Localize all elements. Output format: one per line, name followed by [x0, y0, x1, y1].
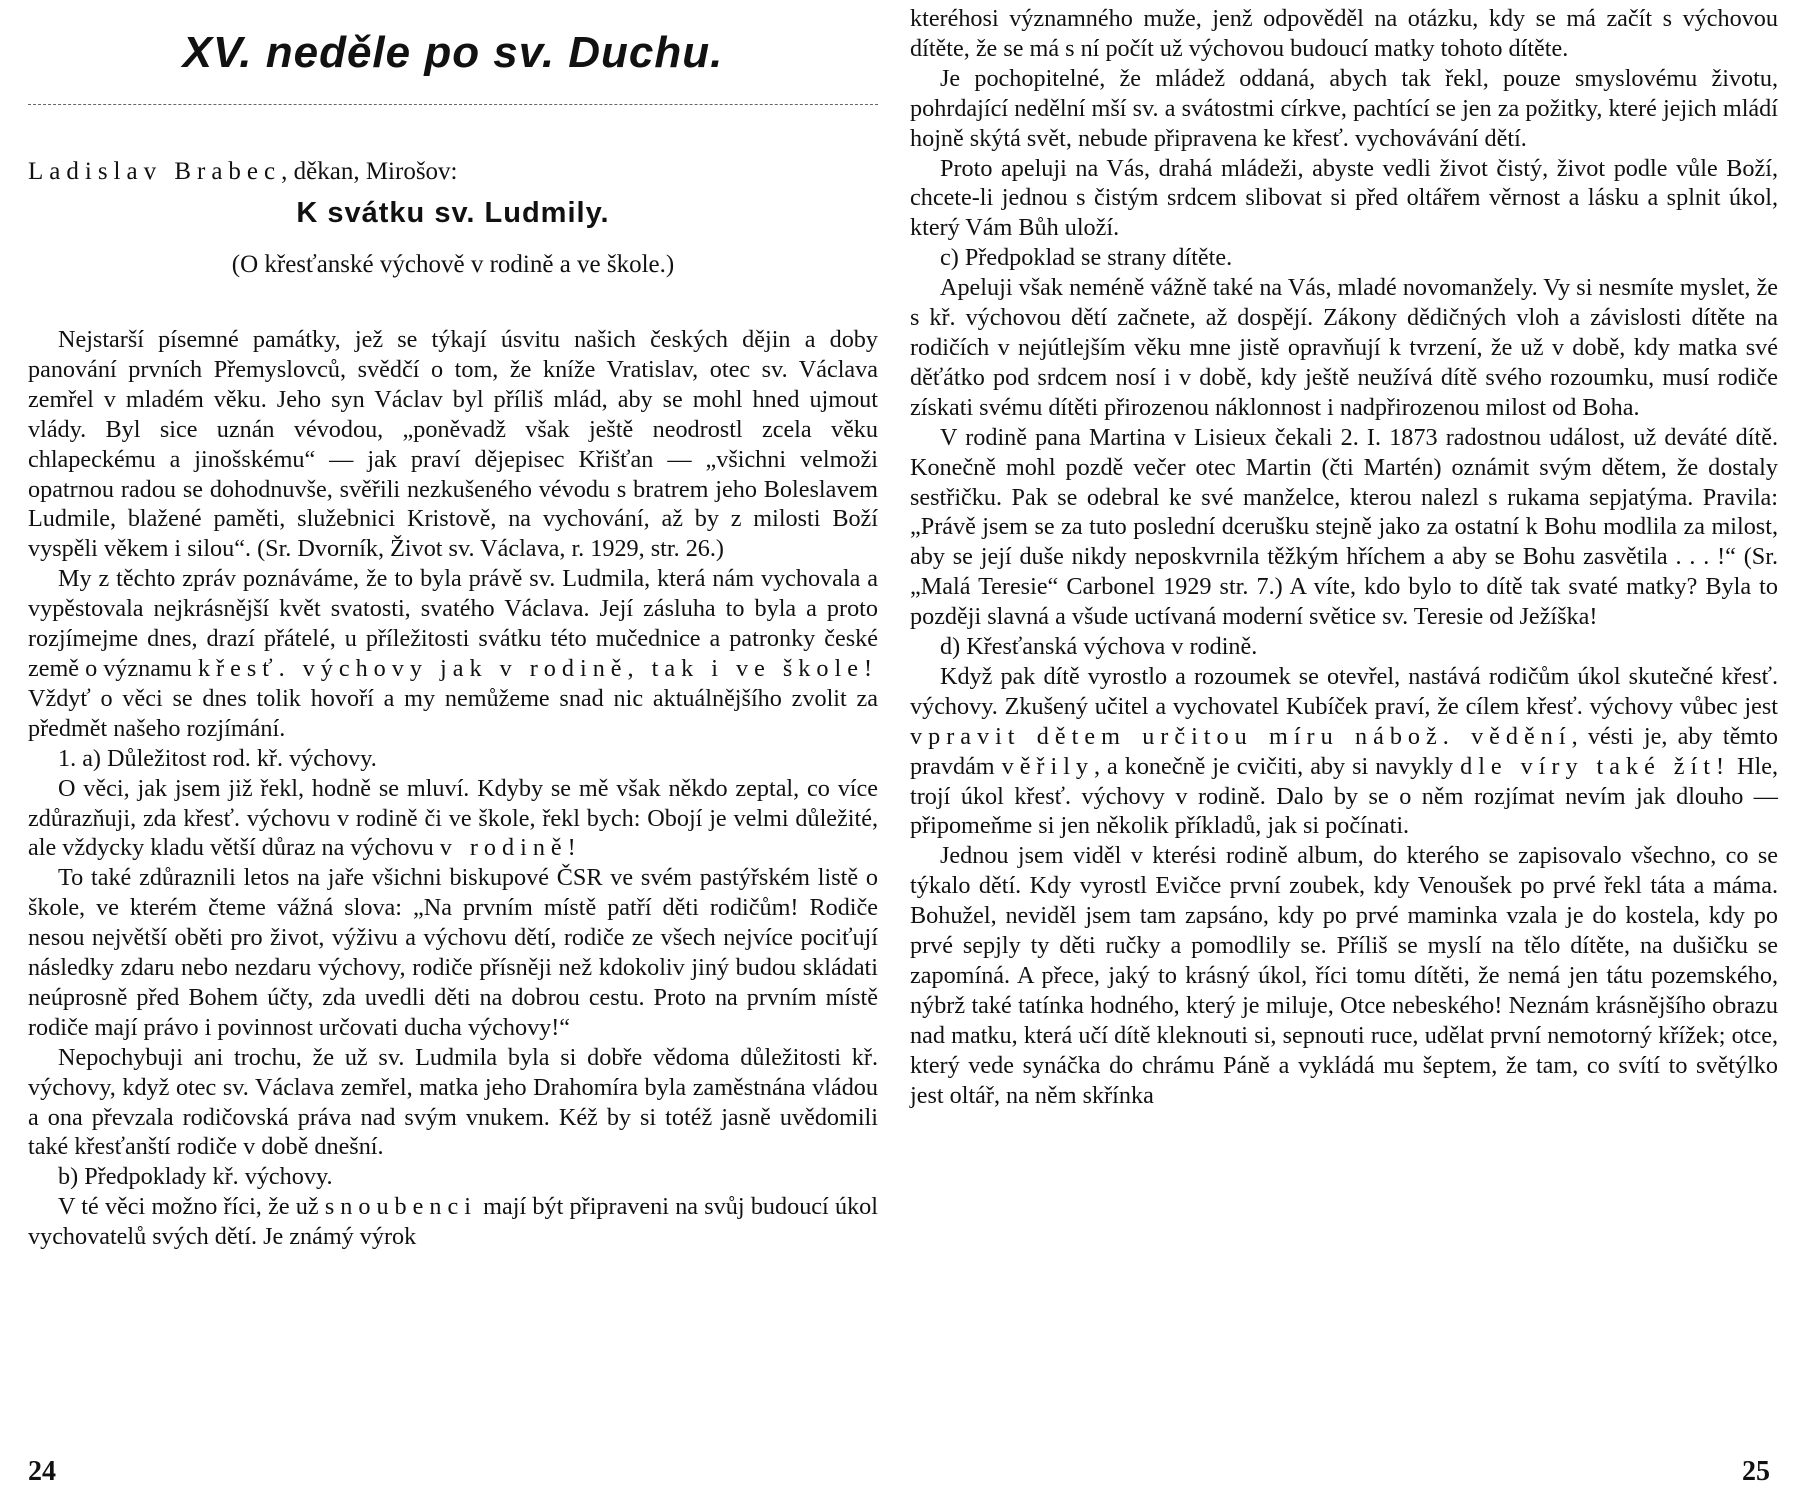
paragraph: Když pak dítě vyrostlo a rozoumek se otevřel, nastává rodičům úkol skutečné křesť. výchovy. Zkušený učitel a vychovatel Kubíček praví, že cílem křesť. výchovy vůbec jest vpravit dětem určitou míru nábož. vědění, vésti je, aby těmto pravdám věřily, a konečně je cvičiti, aby si navykly dle víry také žít! Hle, trojí úkol křesť. výchovy v rodině. Dalo by se o něm rozjímat nevím jak dlouho — připomeňme si jen několik příkladů, jak si počínati. — [910, 662, 1778, 840]
author-name: Ladislav Brabec — [28, 158, 282, 185]
section-heading: d) Křesťanská výchova v rodině. — [940, 633, 1258, 661]
paragraph: Nejstarší písemné památky, jež se týkají úsvitu našich českých dějin a doby panování prvních Přemyslovců, svědčí o tom, že kníže Vratislav, otec sv. Václava zemřel v mladém věku. Jeho syn Václav byl příliš mlád, aby se mohl hned ujmout vlády. Byl sice uznán vévodou, „poněvadž však ještě neodrostl zcela věku chlapeckému a jinošskému“ — jak praví dějepisec Křišťan — „všichni velmoži opatrnou radou se dohodnuvše, svěřili nezkušeného vévodu s bratrem jeho Boleslavem Ludmile, blažené paměti, služebnici Kristově, na vychování, až by z milosti Boží vyspěli věkem i silou“. (Sr. Dvorník, Život sv. Václava, r. 1929, str. 26.) — [28, 326, 878, 563]
left-column — [28, 0, 878, 1252]
paragraph: My z těchto zpráv poznáváme, že to byla právě sv. Ludmila, která nám vychovala a vypěstovala nejkrásnější květ svatosti, svatého Václava. Její zásluha to byla a proto rozjímejme dnes, drazí přátelé, u příležitosti svátku této mučednice a patronky české země o významu křesť. výchovy jak v rodině, tak i ve škole! Vždyť o věci se dnes tolik hovoří a my nemůžeme snad nic aktuálnějšího zvolit za předmět našeho rozjímání. — [28, 565, 879, 742]
paragraph: Jednou jsem viděl v kterési rodině album, do kterého se zapisovalo všechno, co se týkalo dětí. Kdy vyrostl Evičce první zoubek, kdy Venoušek po prvé řekl táta a máma. Bohužel, neviděl jsem tam zapsáno, kdy po prvé maminka vzala je do kostela, kdy po prvé sepjly ty děti ručky a pomodlily se. Příliš se myslí na tělo dítěte, na dušičku se zapomíná. A přece, jaký to krásný úkol, říci tomu dítěti, že nemá jen tátu pozemského, nýbrž také tatínka hodného, který je miluje, Otce nebeského! Neznám krásnějšího obrazu nad matku, která učí dítě kleknouti si, sepnouti ruce, udělat první nemotorný křížek; otce, který vede synáčka do chrámu Páně a vykládá mu šeptem, že tam, co svítí to světýlko jest oltář, na něm skřínka — [910, 842, 1778, 1109]
paragraph: Je pochopitelné, že mládež oddaná, abych tak řekl, pouze smyslovému životu, pohrdající nedělní mší sv. a svátostmi církve, pachtící se jen za požitky, které jejich mládí hojně skýtá svět, nebude připravena ke křesť. vychovávání dětí. — [910, 64, 1778, 152]
page-number-right: 25 — [1742, 1456, 1770, 1487]
section-heading: 1. a) Důležitost rod. kř. výchovy. — [58, 744, 377, 772]
paragraph: kteréhosi významného muže, jenž odpověděl na otázku, kdy se má začít s výchovou dítěte, že se má s ní počít už výchovou budoucí matky tohoto dítěte. — [910, 5, 1778, 62]
article-title: K svátku sv. Ludmily. — [296, 197, 610, 229]
article-subtitle: (O křesťanské výchově v rodině a ve škole.) — [231, 251, 675, 278]
right-body-text — [910, 4, 1778, 1111]
section-heading: c) Předpoklad se strany dítěte. — [940, 244, 1233, 272]
paragraph: Apeluji však neméně vážně také na Vás, mladé novomanžely. Vy si nesmíte myslet, že s kř. výchovou dětí začnete, až dospějí. Zákony dědičných vloh a závislosti dítěte na rodičích v nejútlejším věku mne jistě opravňují k tvrzení, že už v době, kdy matka své děťátko pod srdcem nosí i v době, kdy ještě neužívá dítě svého rozoumku, musí rodiče získati svému dítěti přirozenou náklonnost i nadpřirozenou milost od Boha. — [910, 274, 1778, 421]
paragraph: O věci, jak jsem již řekl, hodně se mluví. Kdyby se mě však někdo zeptal, co více zdůrazňuji, zda křesť. výchovu v rodině či ve škole, řekl bych: Obojí je velmi důležité, ale vždycky kladu větší důraz na výchovu v rodině! — [28, 774, 878, 862]
section-heading: b) Předpoklady kř. výchovy. — [58, 1163, 333, 1191]
author-line — [28, 157, 878, 187]
paragraph: V té věci možno říci, že už snoubenci mají být připraveni na svůj budoucí úkol vychovatelů svých dětí. Je známý výrok — [28, 1193, 878, 1251]
heading-divider — [28, 104, 878, 105]
left-body-text — [28, 325, 878, 1252]
paragraph: Nepochybuji ani trochu, že už sv. Ludmila byla si dobře vědoma důležitosti kř. výchovy, když otec sv. Václava zemřel, matka jeho Drahomíra byla zaměstnána vládou a ona převzala rodičovská práva nad svým vnukem. Kéž by si totéž jasně uvědomili také křesťanští rodiče v době dnešní. — [28, 1043, 878, 1161]
sunday-heading: XV. neděle po sv. Duchu. — [182, 28, 724, 77]
right-column — [910, 0, 1778, 1111]
paragraph: V rodině pana Martina v Lisieux čekali 2. I. 1873 radostnou událost, už deváté dítě. Konečně mohl pozdě večer otec Martin (čti Martén) oznámit svým dětem, že dostaly sestřičku. Pak se odebral ke své manželce, kterou nalezl s rukama sepjatýma. Pravila: „Právě jsem se za tuto poslední dcerušku stejně jako za ostatní k Bohu modlila za milost, aby se její duše nikdy neposkvrnila těžkým hříchem a aby se Bohu zasvětila . . . !“ (Sr. „Malá Teresie“ Carbonel 1929 str. 7.) A víte, kdo bylo to dítě tak svaté matky? Byla to později slavná a všude uctívaná moderní světice sv. Teresie od Ježíška! — [910, 423, 1778, 631]
page-number-left: 24 — [28, 1456, 56, 1487]
author-role: , děkan, Mirošov: — [281, 158, 458, 185]
paragraph: To také zdůraznili letos na jaře všichni biskupové ČSR ve svém pastýřském listě o škole, ve kterém čteme vážná slova: „Na prvním místě patří děti rodičům! Rodiče nesou největší oběti pro život, výživu a výchovu dětí, rodiče ze všech nejvíce pociťují následky zdaru nebo nezdaru výchovy, rodiče přísněji než kdokoliv jiný budou skládati neúprosně před Bohem účty, zda uvedli děti na dobrou cestu. Proto na prvním místě rodiče mají právo i povinnost určovati ducha výchovy!“ — [28, 864, 878, 1041]
paragraph: Proto apeluji na Vás, drahá mládeži, abyste vedli život čistý, život podle vůle Boží, chcete-li jednou s čistým srdcem slibovat si před oltářem věrnost a lásku a splnit úkol, který Vám Bůh uloží. — [910, 154, 1778, 242]
